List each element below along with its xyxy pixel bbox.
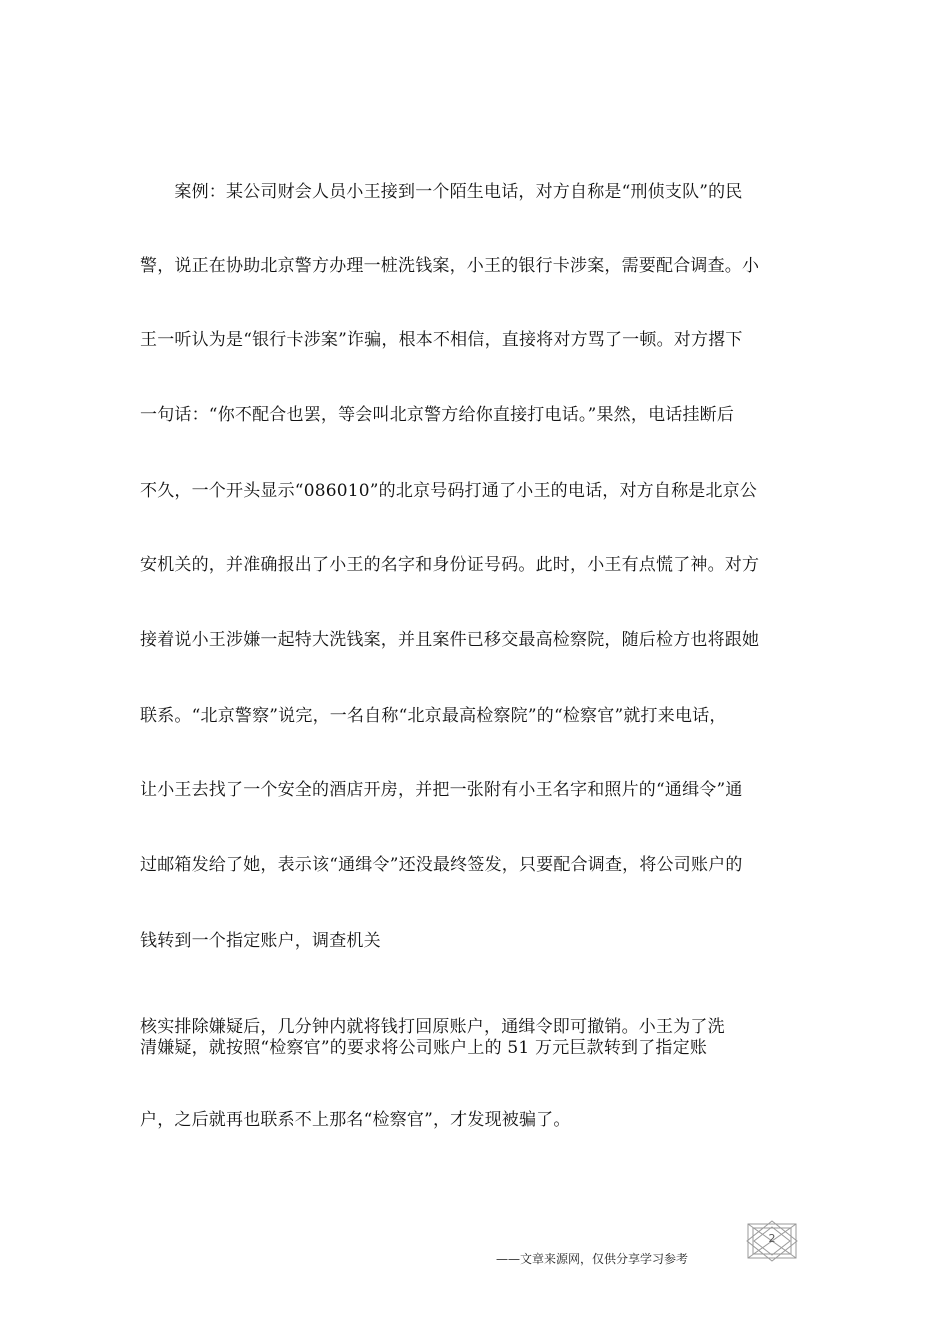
body-line-12: 核实排除嫌疑后，几分钟内就将钱打回原账户，通缉令即可撤销。小王为了洗 <box>140 1017 725 1037</box>
body-line-7: 接着说小王涉嫌一起特大洗钱案，并且案件已移交最高检察院，随后检方也将跟她 <box>140 630 760 650</box>
body-line-4: 一句话：“你不配合也罢，等会叫北京警方给你直接打电话。”果然，电话挂断后 <box>140 405 735 425</box>
body-line-2: 警，说正在协助北京警方办理一桩洗钱案，小王的银行卡涉案，需要配合调查。小 <box>140 256 760 276</box>
body-line-5: 不久，一个开头显示“086010”的北京号码打通了小王的电话，对方自称是北京公 <box>140 481 758 501</box>
page-number: 2 <box>768 1232 776 1245</box>
body-line-1: 案例：某公司财会人员小王接到一个陌生电话，对方自称是“刑侦支队”的民 <box>140 182 743 202</box>
body-line-8: 联系。“北京警察”说完，一名自称“北京最高检察院”的“检察官”就打来电话， <box>140 706 727 726</box>
body-line-10: 过邮箱发给了她，表示该“通缉令”还没最终签发，只要配合调查，将公司账户的 <box>140 855 743 875</box>
body-line-3: 王一听认为是“银行卡涉案”诈骗，根本不相信，直接将对方骂了一顿。对方撂下 <box>140 330 743 350</box>
body-line-11: 钱转到一个指定账户，调查机关 <box>140 931 381 951</box>
body-line-14: 户，之后就再也联系不上那名“检察官”，才发现被骗了。 <box>140 1110 571 1130</box>
page-number-seal <box>744 1220 800 1264</box>
source-note: ——文章来源网，仅供分享学习参考 <box>496 1252 689 1266</box>
body-line-6: 安机关的，并准确报出了小王的名字和身份证号码。此时，小王有点慌了神。对方 <box>140 555 760 575</box>
body-line-9: 让小王去找了一个安全的酒店开房，并把一张附有小王名字和照片的“通缉令”通 <box>140 780 743 800</box>
body-line-13: 清嫌疑，就按照“检察官”的要求将公司账户上的 51 万元巨款转到了指定账 <box>140 1038 708 1058</box>
